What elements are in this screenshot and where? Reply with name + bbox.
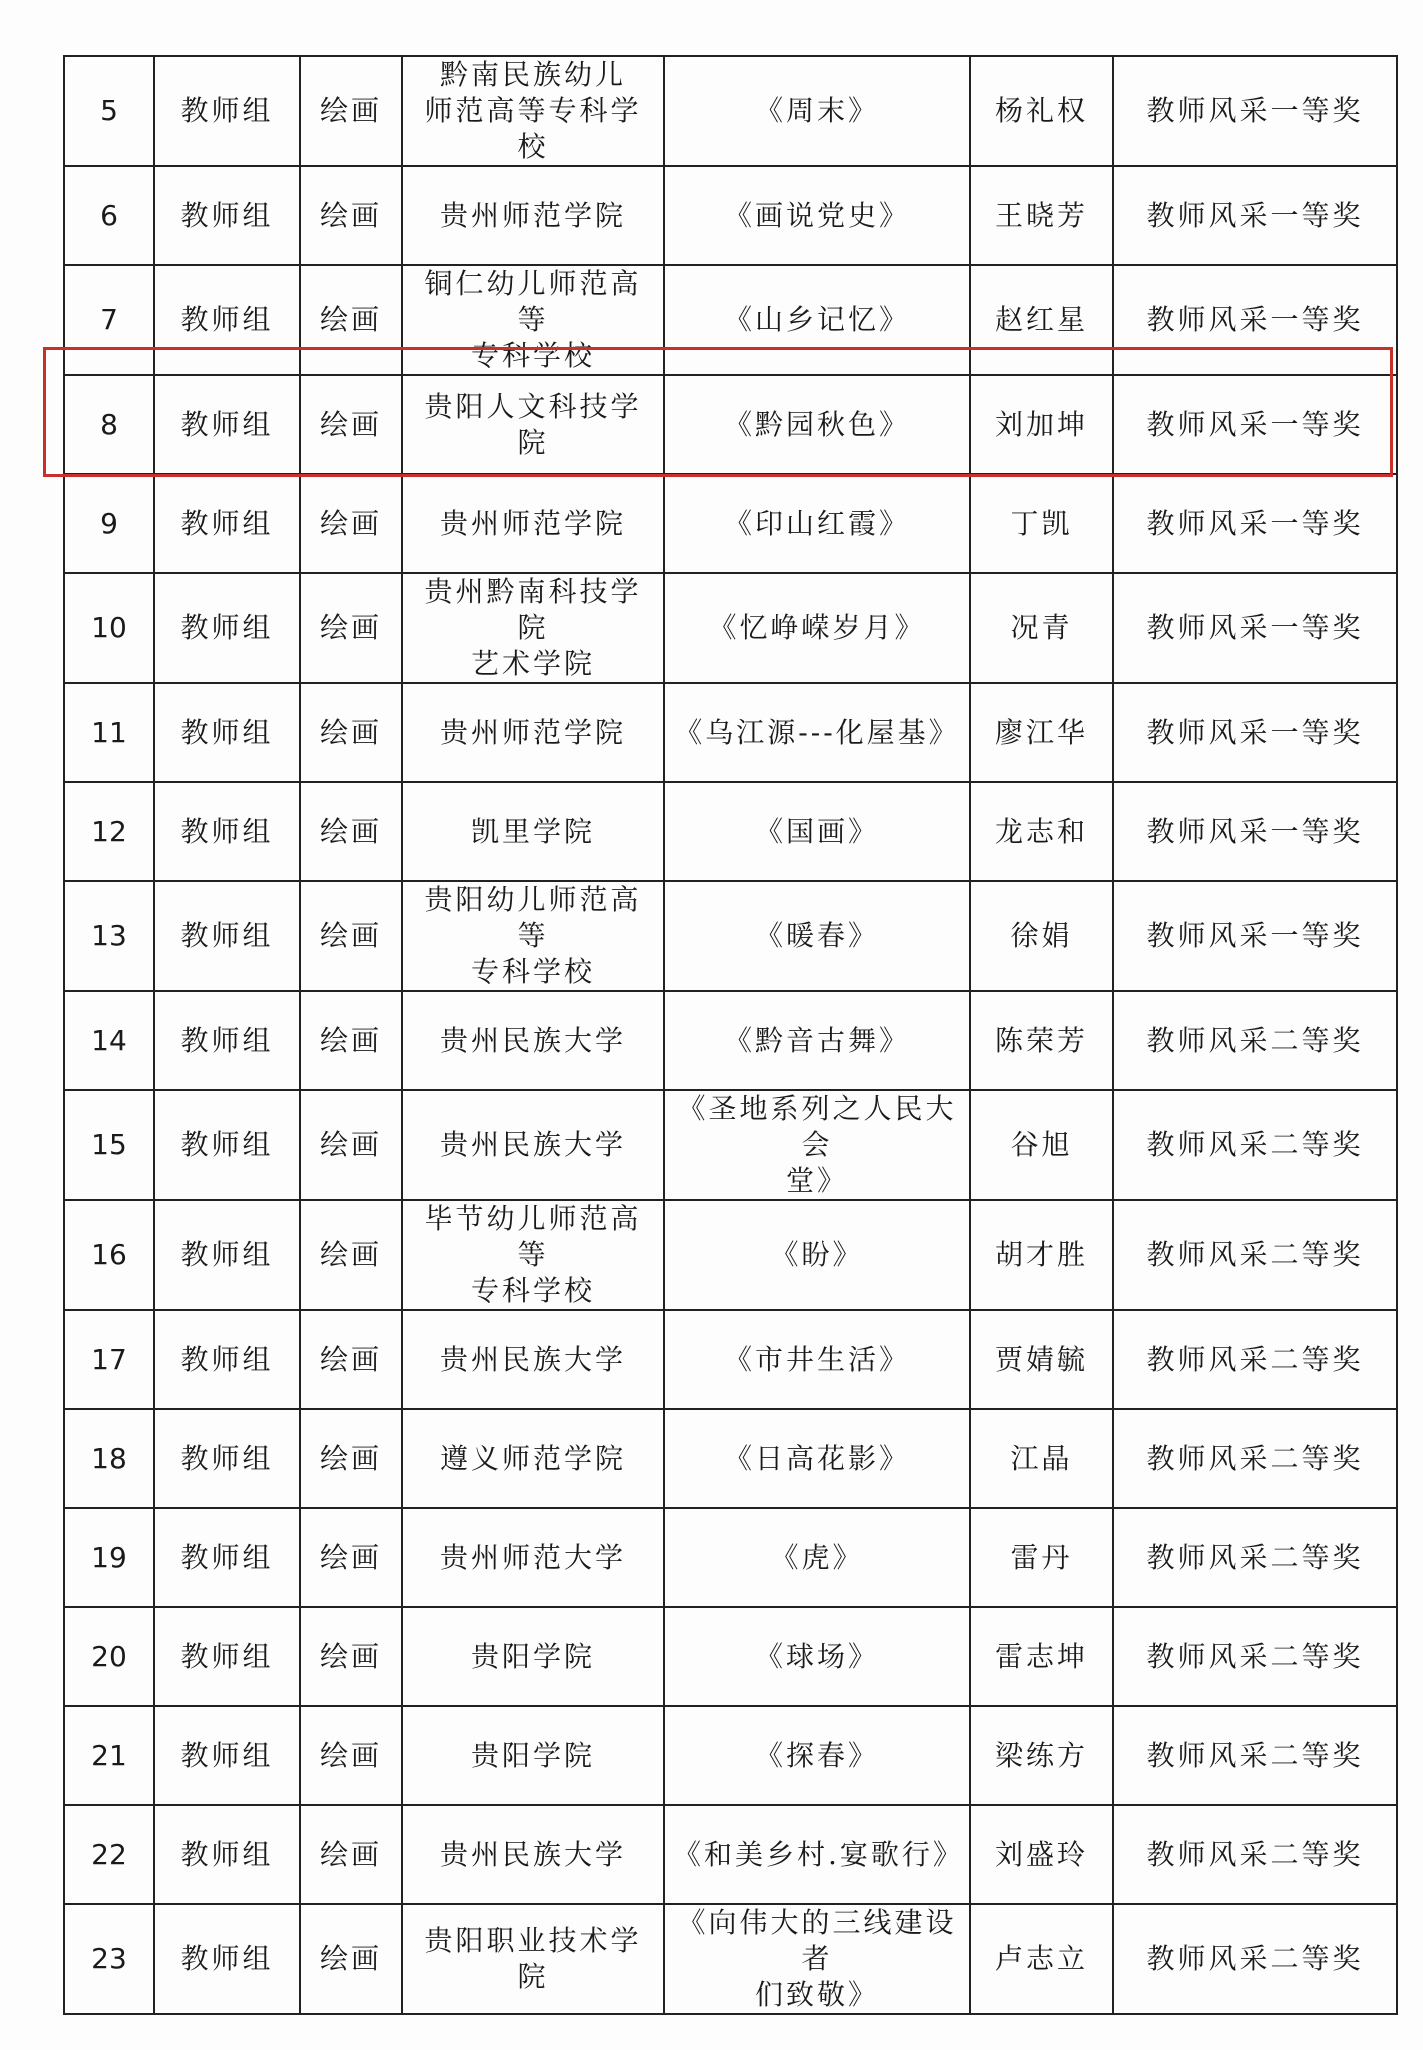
cell-author: 卢志立 (970, 1904, 1113, 2014)
cell-author: 江晶 (970, 1409, 1113, 1508)
cell-school: 贵州师范学院 (402, 474, 664, 573)
cell-award: 教师风采一等奖 (1113, 265, 1397, 375)
cell-category: 绘画 (300, 881, 402, 991)
cell-group: 教师组 (154, 881, 300, 991)
cell-school: 铜仁幼儿师范高等 专科学校 (402, 265, 664, 375)
cell-school: 贵州民族大学 (402, 1310, 664, 1409)
cell-category: 绘画 (300, 474, 402, 573)
cell-work-title: 《忆峥嵘岁月》 (664, 573, 970, 683)
cell-category: 绘画 (300, 683, 402, 782)
cell-school: 贵阳职业技术学院 (402, 1904, 664, 2014)
cell-award: 教师风采二等奖 (1113, 1607, 1397, 1706)
cell-number: 5 (64, 56, 154, 166)
cell-category: 绘画 (300, 1607, 402, 1706)
cell-category: 绘画 (300, 1904, 402, 2014)
cell-number: 17 (64, 1310, 154, 1409)
cell-author: 丁凯 (970, 474, 1113, 573)
cell-category: 绘画 (300, 1310, 402, 1409)
cell-award: 教师风采二等奖 (1113, 1706, 1397, 1805)
table-row (64, 1200, 1397, 1310)
cell-award: 教师风采一等奖 (1113, 683, 1397, 782)
cell-award: 教师风采一等奖 (1113, 474, 1397, 573)
cell-award: 教师风采二等奖 (1113, 1805, 1397, 1904)
cell-award: 教师风采二等奖 (1113, 1310, 1397, 1409)
cell-category: 绘画 (300, 1409, 402, 1508)
cell-category: 绘画 (300, 166, 402, 265)
cell-number: 22 (64, 1805, 154, 1904)
cell-work-title: 《市井生活》 (664, 1310, 970, 1409)
cell-number: 20 (64, 1607, 154, 1706)
cell-work-title: 《圣地系列之人民大会 堂》 (664, 1090, 970, 1200)
cell-group: 教师组 (154, 1706, 300, 1805)
cell-number: 9 (64, 474, 154, 573)
cell-work-title: 《盼》 (664, 1200, 970, 1310)
table-row (64, 1409, 1397, 1508)
cell-group: 教师组 (154, 1310, 300, 1409)
cell-work-title: 《日高花影》 (664, 1409, 970, 1508)
table-row (64, 991, 1397, 1090)
cell-category: 绘画 (300, 1200, 402, 1310)
table-row (64, 375, 1397, 474)
cell-work-title: 《黔园秋色》 (664, 375, 970, 474)
cell-group: 教师组 (154, 1090, 300, 1200)
cell-number: 14 (64, 991, 154, 1090)
cell-author: 雷志坤 (970, 1607, 1113, 1706)
table-row (64, 56, 1397, 166)
cell-school: 贵州民族大学 (402, 991, 664, 1090)
cell-number: 12 (64, 782, 154, 881)
cell-category: 绘画 (300, 1706, 402, 1805)
cell-category: 绘画 (300, 56, 402, 166)
cell-award: 教师风采二等奖 (1113, 991, 1397, 1090)
cell-author: 刘加坤 (970, 375, 1113, 474)
cell-award: 教师风采一等奖 (1113, 573, 1397, 683)
cell-award: 教师风采二等奖 (1113, 1200, 1397, 1310)
cell-school: 贵阳幼儿师范高等 专科学校 (402, 881, 664, 991)
cell-school: 贵州民族大学 (402, 1805, 664, 1904)
cell-award: 教师风采二等奖 (1113, 1409, 1397, 1508)
cell-category: 绘画 (300, 782, 402, 881)
cell-work-title: 《和美乡村.宴歌行》 (664, 1805, 970, 1904)
cell-number: 23 (64, 1904, 154, 2014)
table-row (64, 166, 1397, 265)
table-row (64, 881, 1397, 991)
cell-school: 遵义师范学院 (402, 1409, 664, 1508)
cell-school: 贵州师范学院 (402, 683, 664, 782)
cell-work-title: 《虎》 (664, 1508, 970, 1607)
cell-school: 贵阳学院 (402, 1706, 664, 1805)
cell-group: 教师组 (154, 683, 300, 782)
cell-group: 教师组 (154, 991, 300, 1090)
cell-category: 绘画 (300, 1805, 402, 1904)
table-row (64, 1310, 1397, 1409)
cell-group: 教师组 (154, 1904, 300, 2014)
table-row (64, 683, 1397, 782)
cell-work-title: 《画说党史》 (664, 166, 970, 265)
cell-author: 赵红星 (970, 265, 1113, 375)
cell-author: 廖江华 (970, 683, 1113, 782)
cell-work-title: 《印山红霞》 (664, 474, 970, 573)
table-row (64, 1904, 1397, 2014)
cell-category: 绘画 (300, 1090, 402, 1200)
cell-work-title: 《黔音古舞》 (664, 991, 970, 1090)
cell-group: 教师组 (154, 1805, 300, 1904)
cell-work-title: 《球场》 (664, 1607, 970, 1706)
cell-work-title: 《国画》 (664, 782, 970, 881)
table-row (64, 1607, 1397, 1706)
cell-number: 19 (64, 1508, 154, 1607)
cell-number: 21 (64, 1706, 154, 1805)
cell-school: 贵阳学院 (402, 1607, 664, 1706)
cell-award: 教师风采二等奖 (1113, 1090, 1397, 1200)
table-row (64, 782, 1397, 881)
cell-category: 绘画 (300, 573, 402, 683)
cell-author: 陈荣芳 (970, 991, 1113, 1090)
cell-work-title: 《乌江源---化屋基》 (664, 683, 970, 782)
table-row (64, 1508, 1397, 1607)
cell-group: 教师组 (154, 1607, 300, 1706)
cell-group: 教师组 (154, 1508, 300, 1607)
cell-number: 11 (64, 683, 154, 782)
cell-school: 黔南民族幼儿 师范高等专科学校 (402, 56, 664, 166)
cell-number: 6 (64, 166, 154, 265)
cell-author: 胡才胜 (970, 1200, 1113, 1310)
cell-school: 毕节幼儿师范高等 专科学校 (402, 1200, 664, 1310)
cell-number: 13 (64, 881, 154, 991)
table-row (64, 1090, 1397, 1200)
cell-school: 贵阳人文科技学院 (402, 375, 664, 474)
cell-number: 10 (64, 573, 154, 683)
cell-award: 教师风采一等奖 (1113, 166, 1397, 265)
cell-author: 王晓芳 (970, 166, 1113, 265)
cell-author: 刘盛玲 (970, 1805, 1113, 1904)
cell-work-title: 《探春》 (664, 1706, 970, 1805)
cell-author: 杨礼权 (970, 56, 1113, 166)
cell-award: 教师风采一等奖 (1113, 881, 1397, 991)
cell-work-title: 《向伟大的三线建设者 们致敬》 (664, 1904, 970, 2014)
cell-number: 16 (64, 1200, 154, 1310)
cell-award: 教师风采二等奖 (1113, 1904, 1397, 2014)
cell-group: 教师组 (154, 474, 300, 573)
cell-author: 谷旭 (970, 1090, 1113, 1200)
cell-category: 绘画 (300, 265, 402, 375)
table-row (64, 1706, 1397, 1805)
cell-award: 教师风采二等奖 (1113, 1508, 1397, 1607)
cell-school: 贵州民族大学 (402, 1090, 664, 1200)
cell-author: 龙志和 (970, 782, 1113, 881)
cell-group: 教师组 (154, 166, 300, 265)
cell-school: 贵州黔南科技学院 艺术学院 (402, 573, 664, 683)
cell-award: 教师风采一等奖 (1113, 56, 1397, 166)
cell-group: 教师组 (154, 56, 300, 166)
cell-category: 绘画 (300, 991, 402, 1090)
cell-author: 况青 (970, 573, 1113, 683)
cell-group: 教师组 (154, 1409, 300, 1508)
cell-work-title: 《周末》 (664, 56, 970, 166)
cell-group: 教师组 (154, 573, 300, 683)
cell-author: 雷丹 (970, 1508, 1113, 1607)
cell-group: 教师组 (154, 265, 300, 375)
cell-group: 教师组 (154, 782, 300, 881)
table-row (64, 265, 1397, 375)
cell-award: 教师风采一等奖 (1113, 782, 1397, 881)
award-table (63, 55, 1398, 2015)
table-row (64, 573, 1397, 683)
cell-number: 8 (64, 375, 154, 474)
cell-award: 教师风采一等奖 (1113, 375, 1397, 474)
cell-group: 教师组 (154, 1200, 300, 1310)
cell-author: 徐娟 (970, 881, 1113, 991)
cell-category: 绘画 (300, 1508, 402, 1607)
cell-school: 贵州师范学院 (402, 166, 664, 265)
table-row (64, 1805, 1397, 1904)
cell-work-title: 《暖春》 (664, 881, 970, 991)
cell-author: 梁练方 (970, 1706, 1113, 1805)
cell-author: 贾婧毓 (970, 1310, 1113, 1409)
cell-work-title: 《山乡记忆》 (664, 265, 970, 375)
table-body (64, 56, 1397, 2014)
cell-group: 教师组 (154, 375, 300, 474)
cell-number: 15 (64, 1090, 154, 1200)
table-row (64, 474, 1397, 573)
cell-school: 贵州师范大学 (402, 1508, 664, 1607)
cell-category: 绘画 (300, 375, 402, 474)
cell-school: 凯里学院 (402, 782, 664, 881)
cell-number: 7 (64, 265, 154, 375)
cell-number: 18 (64, 1409, 154, 1508)
